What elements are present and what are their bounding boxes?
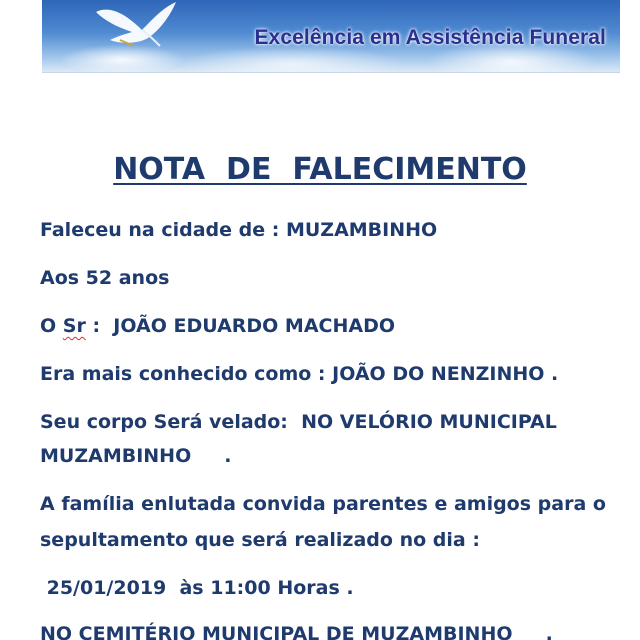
name-prefix: Sr <box>62 315 86 337</box>
invite-line-2: sepultamento que será realizado no dia : <box>40 529 480 551</box>
nickname-line: Era mais conhecido como : JOÃO DO NENZINHO . <box>40 363 559 385</box>
deceased-name-line <box>40 314 395 338</box>
wake-line-2: MUZAMBINHO . <box>40 445 232 467</box>
cemetery-line: NO CEMITÉRIO MUNICIPAL DE MUZAMBINHO . <box>40 623 553 640</box>
header-banner <box>42 0 620 73</box>
deceased-name: : JOÃO EDUARDO MACHADO <box>85 315 396 337</box>
dove-icon <box>90 0 180 48</box>
datetime-line: 25/01/2019 às 11:00 Horas . <box>40 577 354 599</box>
wake-line-1: Seu corpo Será velado: NO VELÓRIO MUNICIPAL <box>40 411 557 433</box>
invite-line-1: A família enlutada convida parentes e amigos para o <box>40 493 606 515</box>
age-line: Aos 52 anos <box>40 267 170 289</box>
banner-tagline: Excelência em Assistência Funeral <box>254 26 606 49</box>
notice-title: NOTA DE FALECIMENTO <box>113 152 527 187</box>
city-line: Faleceu na cidade de : MUZAMBINHO <box>40 219 438 241</box>
name-title-start: O <box>40 315 63 337</box>
